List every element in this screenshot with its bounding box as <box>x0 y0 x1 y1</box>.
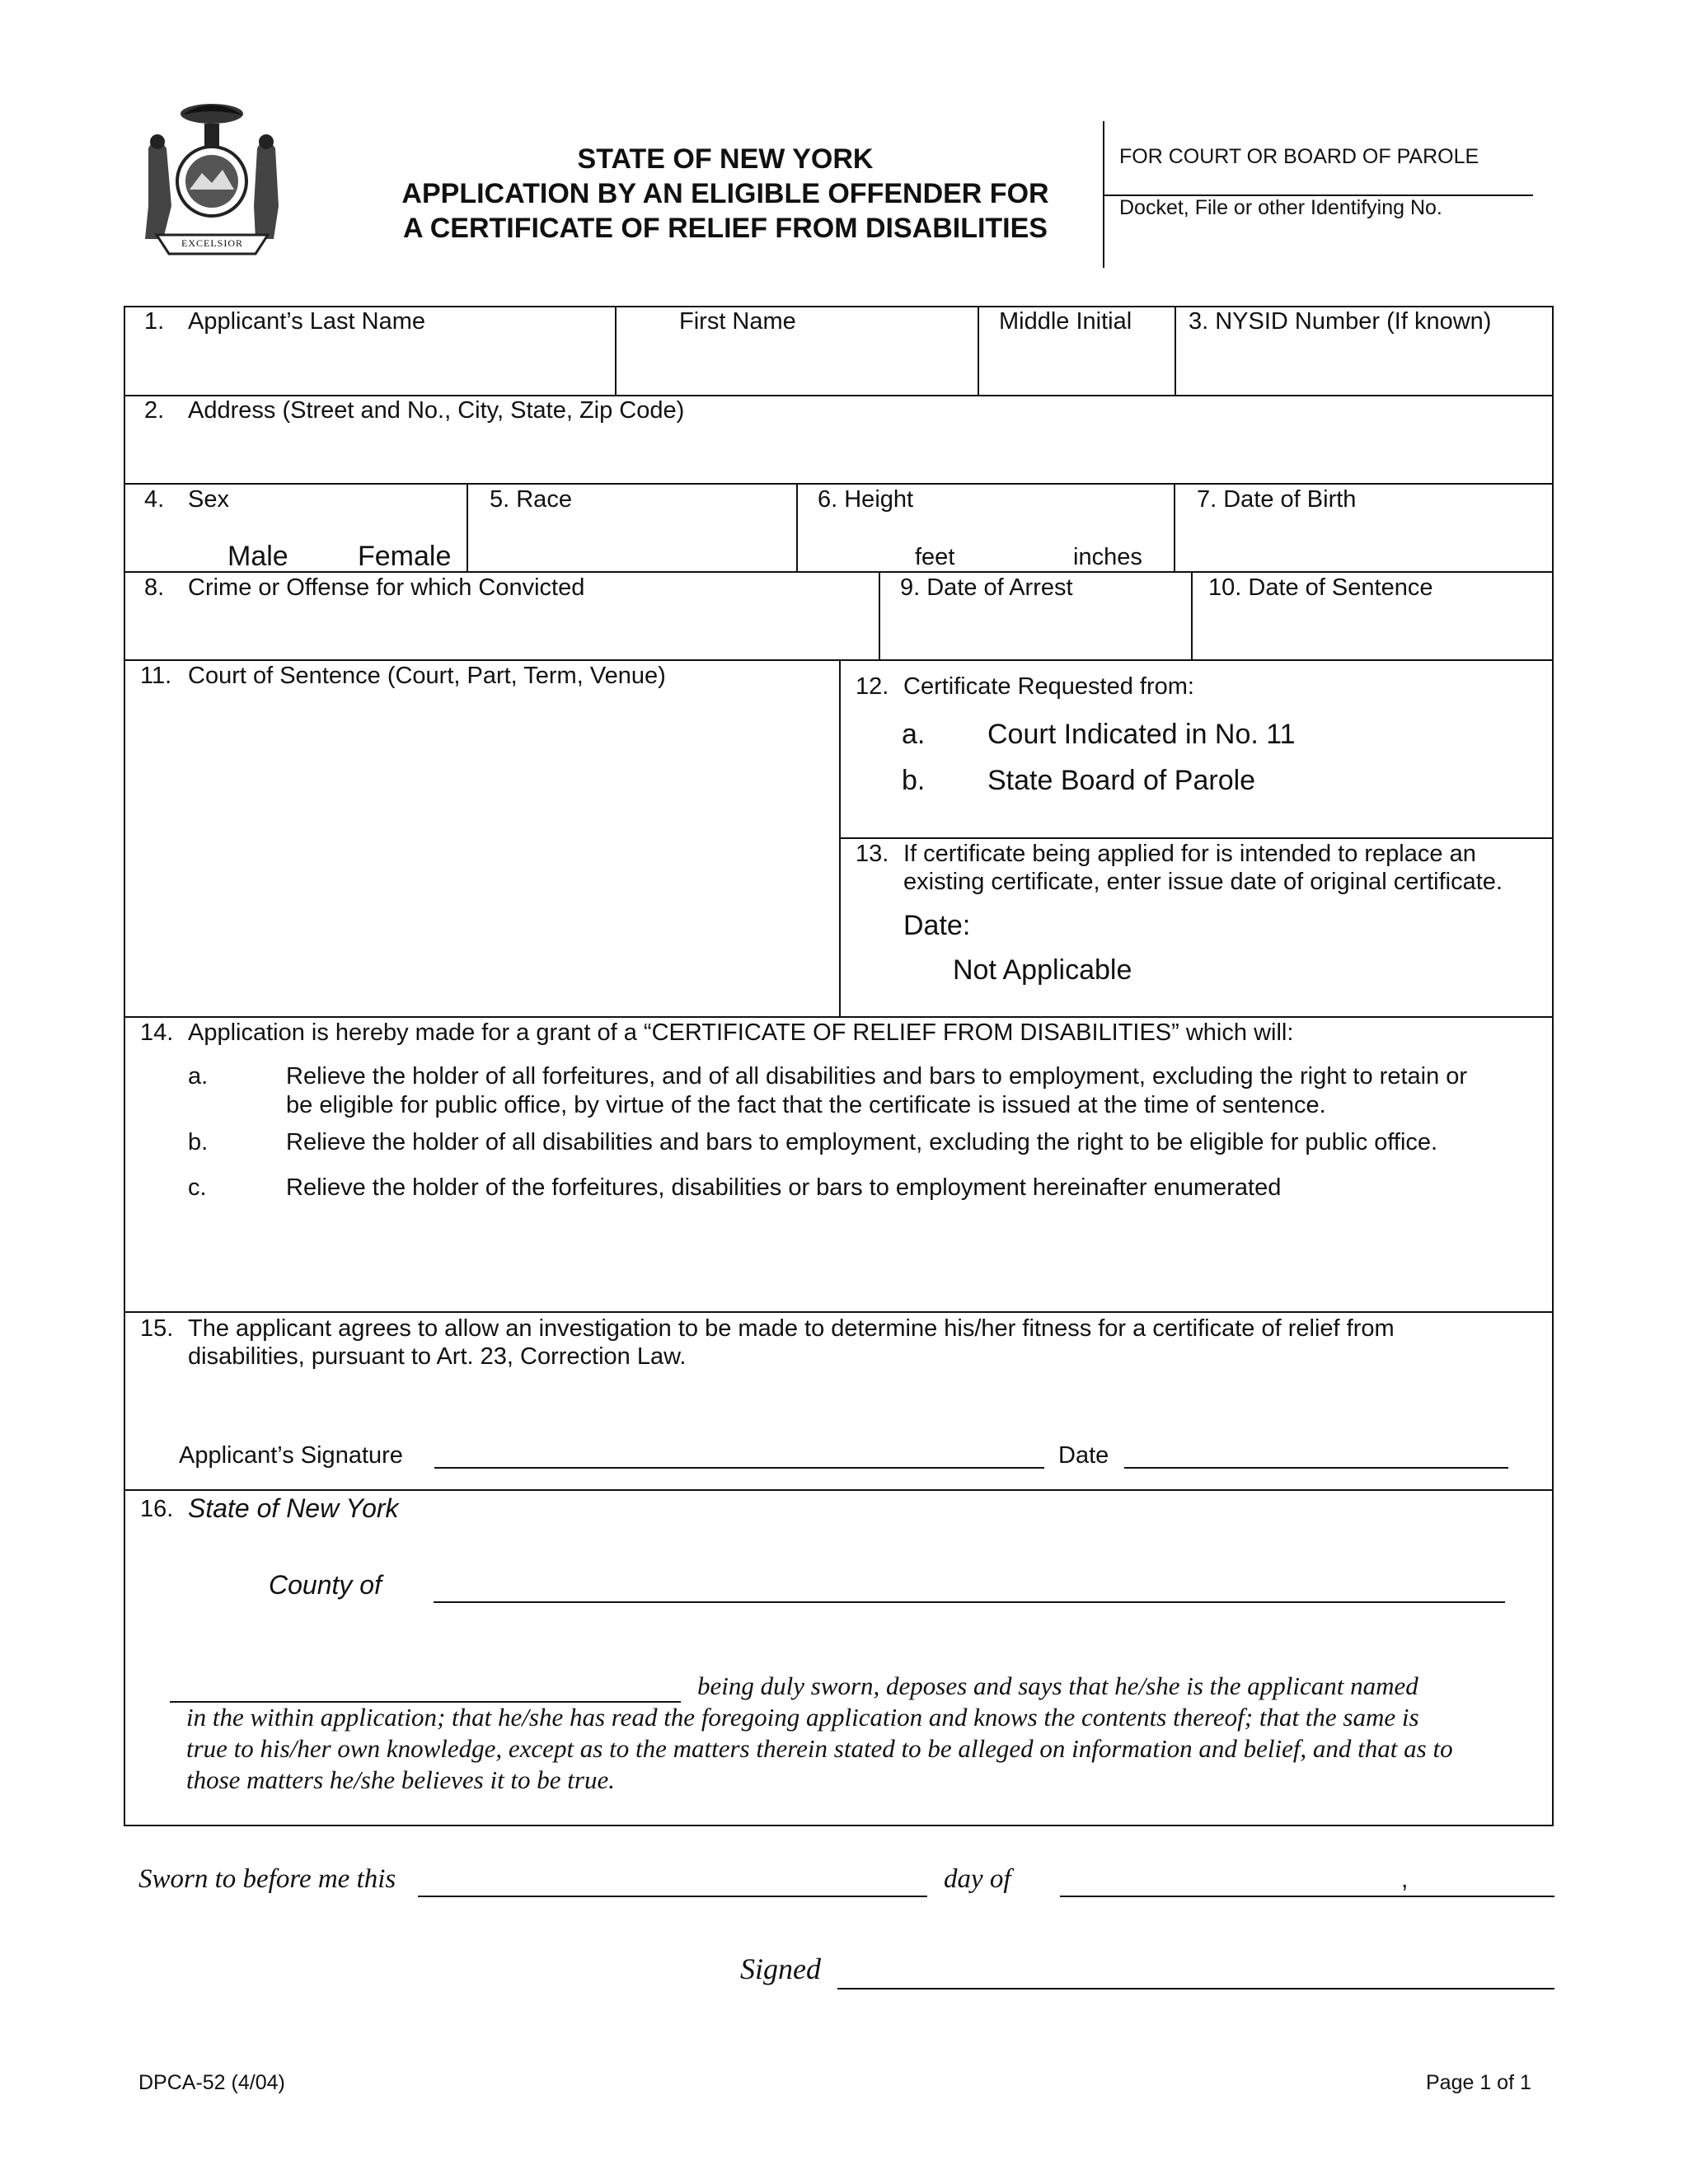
date-of-sentence-field[interactable] <box>1203 612 1545 654</box>
col-divider <box>1174 483 1175 571</box>
race-field[interactable] <box>486 524 786 567</box>
col-divider <box>839 659 841 1016</box>
option-14b-letter: b. <box>188 1129 209 1155</box>
county-line[interactable] <box>434 1572 1505 1603</box>
middle-initial-label: Middle Initial <box>999 308 1132 335</box>
county-of-label: County of <box>269 1570 382 1600</box>
sex-female-option[interactable]: Female <box>358 541 452 572</box>
row-divider <box>124 395 1554 396</box>
col-divider <box>1191 571 1193 659</box>
field-14-label: Application is hereby made for a grant of a “CERTIFICATE OF RELIEF FROM DISABILITIES” which will: <box>188 1019 1294 1046</box>
title-line-3: A CERTIFICATE OF RELIEF FROM DISABILITIES <box>403 213 1048 244</box>
state-seal <box>124 91 301 268</box>
nysid-field[interactable] <box>1187 346 1545 389</box>
height-feet-field[interactable] <box>824 527 910 566</box>
date-of-arrest-field[interactable] <box>890 612 1182 654</box>
row-divider <box>840 837 1554 839</box>
crime-field[interactable] <box>140 612 869 654</box>
col-divider <box>1175 306 1176 395</box>
field-10-label: 10. Date of Sentence <box>1208 574 1433 601</box>
option-14c-letter: c. <box>188 1174 207 1201</box>
field-12-label: Certificate Requested from: <box>903 673 1194 700</box>
signed-label: Signed <box>740 1952 821 1985</box>
option-12b-parole[interactable]: State Board of Parole <box>987 765 1256 796</box>
oath-line-4: those matters he/she believes it to be true. <box>186 1765 615 1794</box>
seal-motto: EXCELSIOR <box>181 237 243 249</box>
col-divider <box>978 306 979 395</box>
field-15-line-1: The applicant agrees to allow an investigation to be made to determine his/her fitness for a certificate of relief from <box>188 1315 1395 1342</box>
option-14a-letter: a. <box>188 1063 209 1090</box>
option-12b-letter: b. <box>902 765 926 796</box>
oath-line-1: being duly sworn, deposes and says that he/she is the applicant named <box>697 1671 1418 1700</box>
applicant-signature-label: Applicant’s Signature <box>179 1442 403 1469</box>
form-id: DPCA-52 (4/04) <box>138 2071 285 2094</box>
field-14-number: 14. <box>140 1019 174 1046</box>
first-name-label: First Name <box>679 308 796 335</box>
field-5-label: 5. Race <box>490 486 572 513</box>
option-12a-letter: a. <box>902 719 926 750</box>
applicant-date-label: Date <box>1058 1442 1109 1469</box>
middle-initial-field[interactable] <box>989 346 1165 389</box>
field-13-date-label: Date: <box>903 910 971 941</box>
sex-male-option[interactable]: Male <box>227 541 288 572</box>
option-12a-court[interactable]: Court Indicated in No. 11 <box>987 719 1296 750</box>
field-12-number: 12. <box>856 673 889 700</box>
field-8-label: Crime or Offense for which Convicted <box>188 574 585 601</box>
field-13-line-1: If certificate being applied for is intended to replace an <box>903 841 1476 867</box>
field-13-not-applicable[interactable]: Not Applicable <box>953 954 1132 986</box>
row-divider <box>124 483 1554 485</box>
field-16-state: State of New York <box>188 1493 399 1523</box>
field-1-number: 1. <box>144 308 165 335</box>
date-of-birth-field[interactable] <box>1187 524 1545 567</box>
row-divider <box>124 1016 1554 1018</box>
height-feet-label: feet <box>915 544 955 570</box>
last-name-field[interactable] <box>140 346 605 389</box>
option-14c-text[interactable]: Relieve the holder of the forfeitures, disabilities or bars to employment hereinafter enumerated <box>286 1174 1282 1201</box>
field-2-number: 2. <box>144 397 165 424</box>
field-1-label: Applicant’s Last Name <box>188 308 426 335</box>
option-14a-line-2: be eligible for public office, by virtue of the fact that the certificate is issued at the time of sentence. <box>286 1092 1326 1118</box>
sworn-day-line[interactable] <box>418 1866 927 1897</box>
col-divider <box>467 483 468 571</box>
option-14b-text[interactable]: Relieve the holder of all disabilities and bars to employment, excluding the right to be eligible for public office. <box>286 1129 1438 1155</box>
title-line-1: STATE OF NEW YORK <box>577 143 874 175</box>
court-of-sentence-field[interactable] <box>140 701 828 1009</box>
col-divider <box>796 483 798 571</box>
field-6-label: 6. Height <box>818 486 914 513</box>
date-comma: , <box>1401 1866 1409 1893</box>
sworn-month-line[interactable] <box>1060 1866 1554 1897</box>
row-divider <box>124 1311 1554 1313</box>
docket-field[interactable] <box>1119 227 1526 262</box>
docket-label: Docket, File or other Identifying No. <box>1119 196 1442 219</box>
field-9-label: 9. Date of Arrest <box>900 574 1073 601</box>
field-11-label: Court of Sentence (Court, Part, Term, Venue) <box>188 663 666 689</box>
applicant-date-line[interactable] <box>1124 1437 1508 1469</box>
applicant-signature-line[interactable] <box>434 1437 1044 1469</box>
row-divider <box>124 571 1554 573</box>
field-7-label: 7. Date of Birth <box>1197 486 1357 513</box>
field-13-number: 13. <box>856 841 889 867</box>
field-13-line-2: existing certificate, enter issue date of original certificate. <box>903 869 1503 895</box>
notary-signature-line[interactable] <box>837 1958 1554 1990</box>
field-8-number: 8. <box>144 574 165 601</box>
title-line-2: APPLICATION BY AN ELIGIBLE OFFENDER FOR <box>401 178 1049 209</box>
court-label: FOR COURT OR BOARD OF PAROLE <box>1119 145 1479 168</box>
first-name-field[interactable] <box>626 346 968 389</box>
field-11-number: 11. <box>140 663 172 689</box>
col-divider <box>879 571 880 659</box>
option-14a-line-1[interactable]: Relieve the holder of all forfeitures, and of all disabilities and bars to employment, excluding the right to retain or <box>286 1063 1468 1090</box>
row-divider <box>124 1489 1554 1491</box>
field-2-label: Address (Street and No., City, State, Zip Code) <box>188 397 685 424</box>
field-16-number: 16. <box>140 1496 174 1522</box>
deponent-name-line[interactable] <box>170 1671 681 1703</box>
field-3-label: 3. NYSID Number (If known) <box>1189 308 1492 335</box>
field-4-label: Sex <box>188 486 229 513</box>
oath-line-2: in the within application; that he/she has read the foregoing application and knows the contents thereof; that the same is <box>186 1703 1419 1732</box>
day-of-label: day of <box>944 1864 1011 1894</box>
field-15-number: 15. <box>140 1315 174 1342</box>
col-divider <box>615 306 617 395</box>
page-number: Page 1 of 1 <box>1426 2071 1531 2094</box>
oath-line-3: true to his/her own knowledge, except as to the matters therein stated to be alleged on information and belief, and that as to <box>186 1734 1453 1763</box>
field-15-line-2: disabilities, pursuant to Art. 23, Correction Law. <box>188 1343 687 1370</box>
sworn-label: Sworn to before me this <box>138 1864 396 1894</box>
height-inches-label: inches <box>1073 544 1142 570</box>
field-4-number: 4. <box>144 486 165 513</box>
address-field[interactable] <box>140 435 1545 478</box>
height-inches-field[interactable] <box>981 527 1067 566</box>
